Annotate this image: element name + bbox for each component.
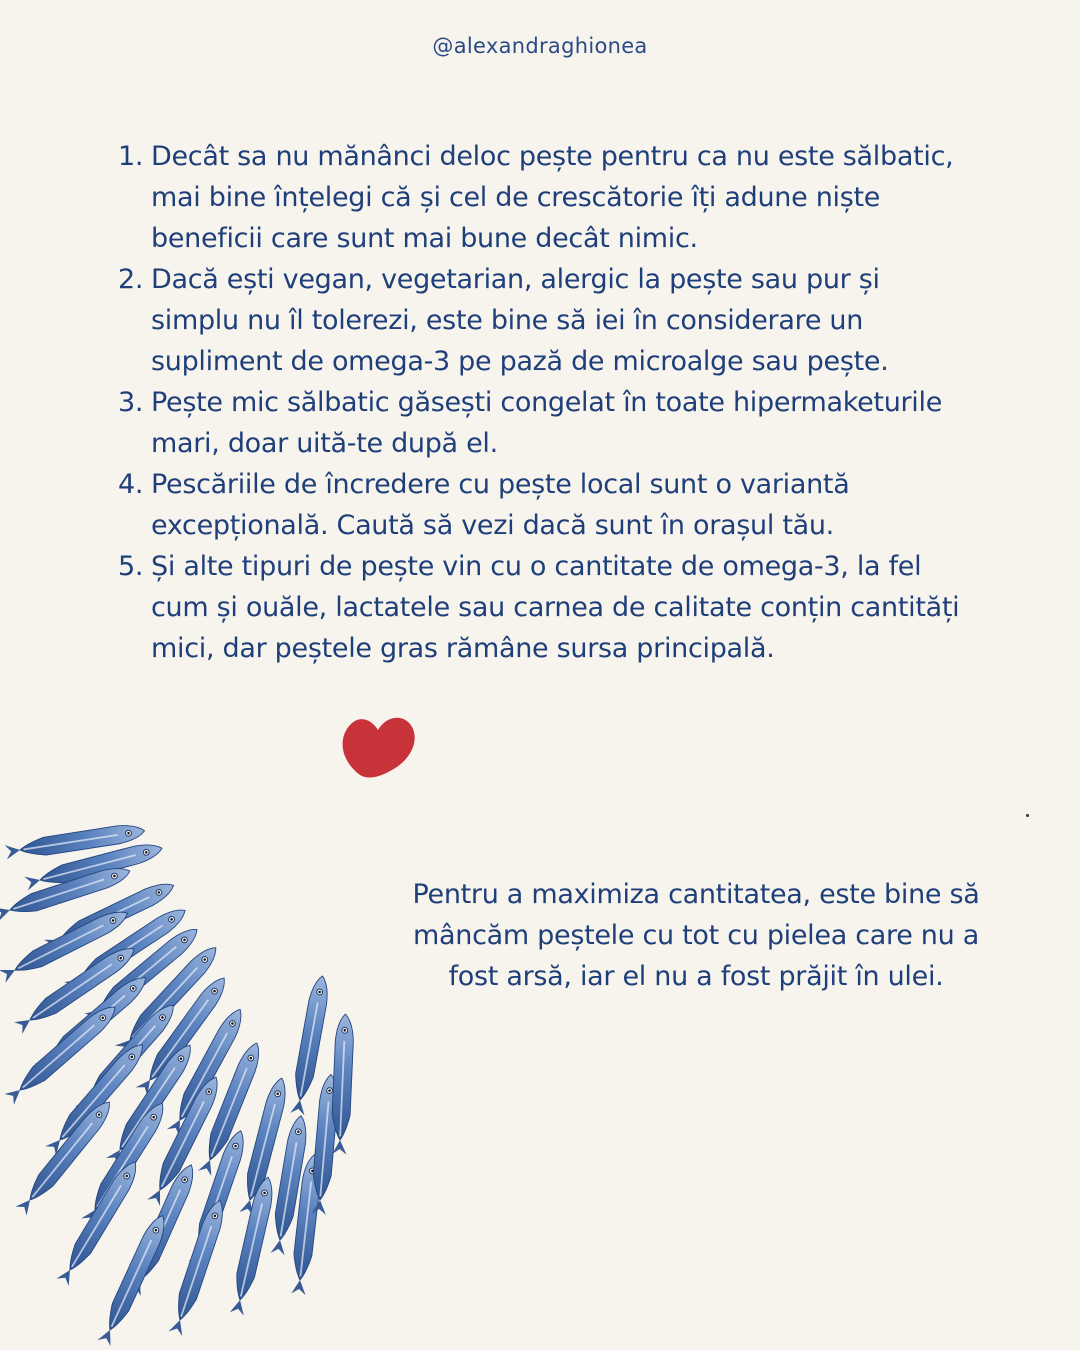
- tip-text: Dacă ești vegan, vegetarian, alergic la pește sau pur și simplu nu îl tolerezi, este bine să iei în considerare un supliment de omega-3 pe pază de microalge sau pește.: [151, 264, 889, 377]
- tip-number: 3.: [118, 387, 144, 418]
- tip-number: 4.: [118, 469, 144, 500]
- tip-text: Pescăriile de încredere cu pește local sunt o variantă excepțională. Caută să vezi dacă sunt în orașul tău.: [151, 469, 850, 541]
- heart-icon: [343, 718, 415, 778]
- tip-text: Decât sa nu mănânci deloc pește pentru ca nu este sălbatic, mai bine înțelegi că și cel de crescătorie îți adune niște beneficii care sunt mai bune decât nimic.: [151, 141, 954, 254]
- tip-number: 2.: [118, 264, 144, 295]
- author-handle: @alexandraghionea: [432, 34, 648, 58]
- tips-list: [118, 136, 968, 669]
- tip-item: [118, 464, 968, 546]
- tip-item: [118, 259, 968, 382]
- tip-text: Și alte tipuri de pește vin cu o cantitate de omega-3, la fel cum și ouăle, lactatele sau carnea de calitate conțin cantități mici, dar peștele gras rămâne sursa principală.: [151, 551, 960, 664]
- tip-text: Pește mic sălbatic găsești congelat în toate hipermaketurile mari, doar uită-te după el.: [151, 387, 943, 459]
- tip-number: 1.: [118, 141, 144, 172]
- fish-school-heart-illustration: [0, 680, 440, 1350]
- fish-icon: [96, 1212, 171, 1347]
- tip-number: 5.: [118, 551, 144, 582]
- tip-item: [118, 136, 968, 259]
- decorative-dot: [1026, 814, 1029, 817]
- closing-note: Pentru a maximiza cantitatea, este bine să mâncăm peștele cu tot cu pielea care nu a fost arsă, iar el nu a fost prăjit în ulei.: [412, 879, 980, 992]
- tip-item: [118, 382, 968, 464]
- tip-item: [118, 546, 968, 669]
